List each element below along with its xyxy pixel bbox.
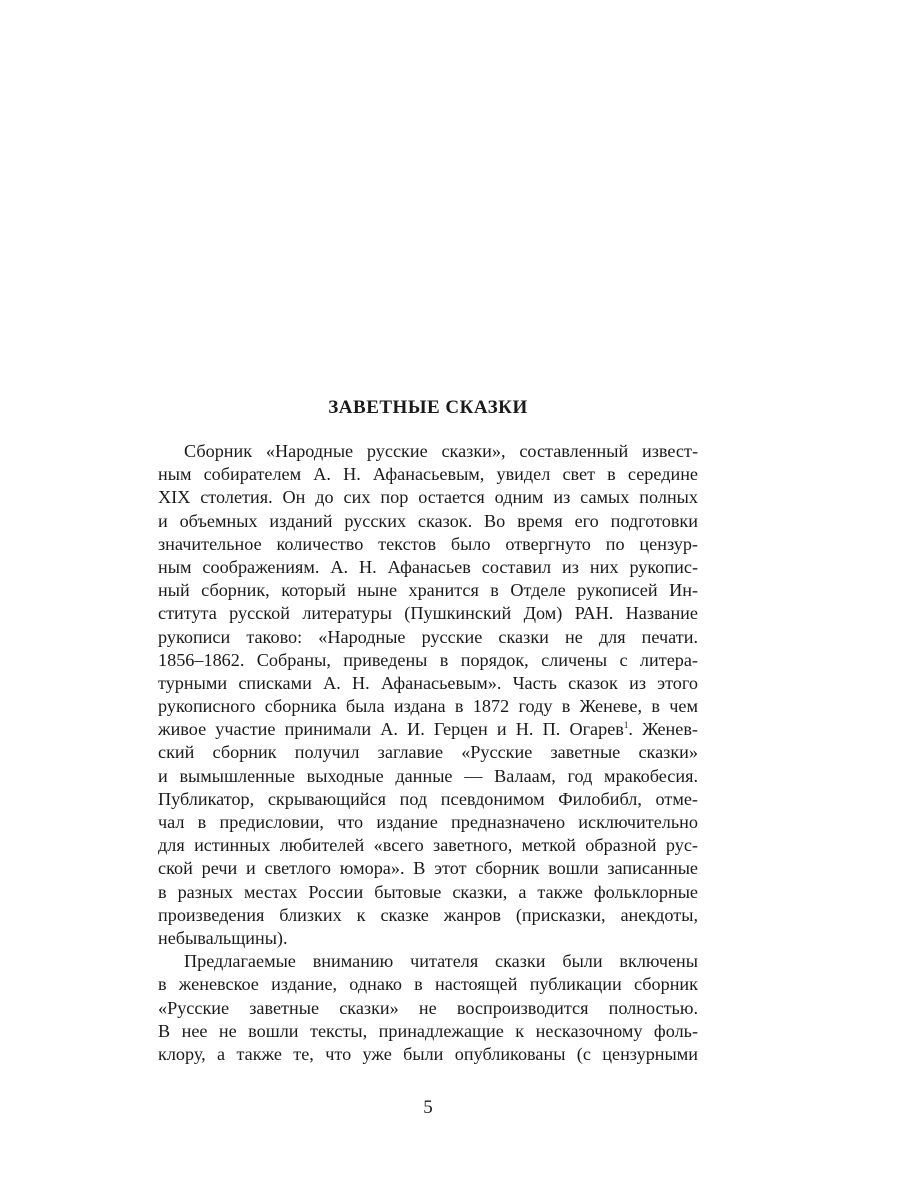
text-line: Публикатор, скрывающийся под псевдонимом Филобибл, отме- xyxy=(158,788,698,809)
text-line: и объемных изданий русских сказок. Во время его подготовки xyxy=(158,510,698,531)
text-line-with-footnote xyxy=(158,718,698,741)
text-line: XIX столетия. Он до сих пор остается одним из самых полных xyxy=(158,487,698,508)
text-line: ститута русской литературы (Пушкинский Дом) РАН. Название xyxy=(158,603,698,624)
text-line: 1856–1862. Собраны, приведены в порядок, сличены с литера- xyxy=(158,649,698,670)
text-line: чал в предисловии, что издание предназначено исключительно xyxy=(158,812,698,832)
text-line: рукописи таково: «Народные русские сказки не для печати. xyxy=(158,626,698,647)
text-line: Предлагаемые вниманию читателя сказки были включены xyxy=(184,951,698,972)
page-number: 5 xyxy=(423,1097,433,1118)
text-segment: живое участие принимали А. И. Герцен и Н. П. Огарев xyxy=(158,719,624,740)
text-line: в разных местах России бытовые сказки, а также фольклорные xyxy=(158,881,698,902)
body-text xyxy=(158,440,698,1066)
text-line: клору, а также те, что уже были опубликованы (с цензурными xyxy=(158,1043,698,1064)
text-line: и вымышленные выходные данные — Валаам, год мракобесия. xyxy=(158,765,698,786)
text-line: ский сборник получил заглавие «Русские заветные сказки» xyxy=(158,742,698,763)
text-line: В нее не вошли тексты, принадлежащие к несказочному фоль- xyxy=(158,1020,698,1041)
text-line: ской речи и светлого юмора». В этот сборник вошли записанные xyxy=(158,858,698,879)
text-line: рукописного сборника была издана в 1872 году в Женеве, в чем xyxy=(158,696,698,717)
text-line: ным собирателем А. Н. Афанасьевым, увидел свет в середине xyxy=(158,464,698,485)
text-line: ный сборник, который ныне хранится в Отделе рукописей Ин- xyxy=(158,580,698,601)
footnote-mark[interactable]: 1 xyxy=(623,720,629,731)
chapter-title: ЗАВЕТНЫЕ СКАЗКИ xyxy=(328,397,528,418)
text-line: произведения близких к сказке жанров (присказки, анекдоты, xyxy=(158,904,698,925)
text-line: небывальщины). xyxy=(158,927,288,948)
text-line: для истинных любителей «всего заветного, меткой образной рус- xyxy=(158,835,698,856)
text-line: турными списками А. Н. Афанасьевым». Часть сказок из этого xyxy=(158,672,698,693)
text-line: Сборник «Народные русские сказки», составленный извест- xyxy=(184,441,698,461)
text-segment: . Женев- xyxy=(628,719,698,740)
text-line: ным соображениям. А. Н. Афанасьев составил из них рукопис- xyxy=(158,556,698,577)
text-line: значительное количество текстов было отвергнуто по цензур- xyxy=(158,533,698,554)
text-line: в женевское издание, однако в настоящей публикации сборник xyxy=(158,974,698,995)
text-line: «Русские заветные сказки» не воспроизводится полностью. xyxy=(158,997,698,1018)
